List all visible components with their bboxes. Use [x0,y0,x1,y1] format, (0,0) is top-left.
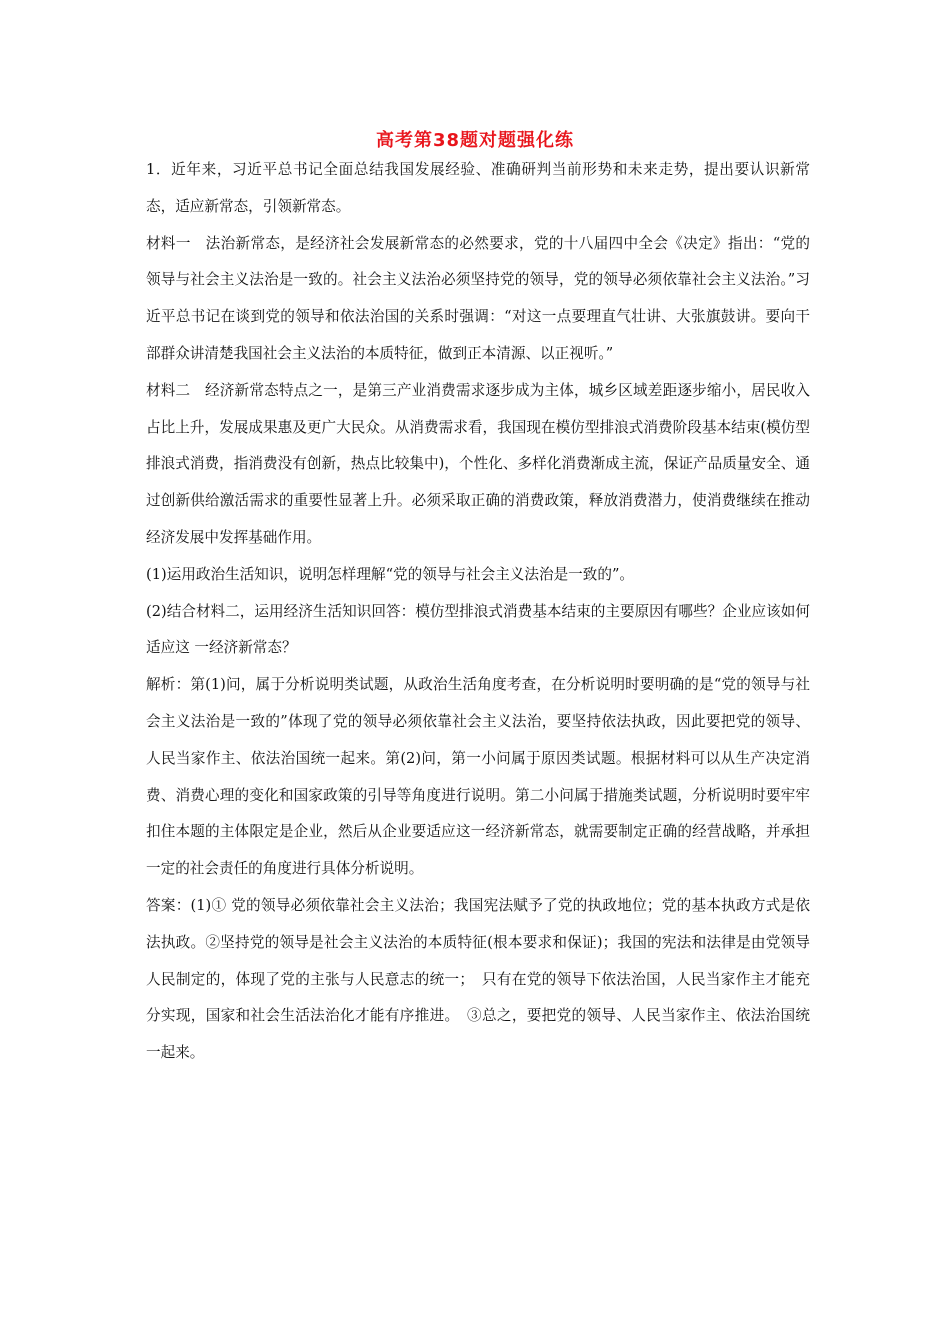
answer: 答案：(1)① 党的领导必须依靠社会主义法治；我国宪法赋予了党的执政地位；党的基本执政方式是依法执政。②坚持党的领导是社会主义法治的本质特征(根本要求和保证)；我国的宪法和法律是由党领导人民制定的，体现了党的主张与人民意志的统一； 只有在党的领导下依法治国，人民当家作主才能充分实现，国家和社会生活法治化才能有序推进。 ③总之，要把党的领导、人民当家作主、依法治国统一起来。 [146,896,810,1062]
document-body [146,152,810,1072]
question-intro: 1．近年来，习近平总书记全面总结我国发展经验、准确研判当前形势和未来走势，提出要认识新常态，适应新常态，引领新常态。 [146,161,810,215]
material-one: 材料一 法治新常态，是经济社会发展新常态的必然要求，党的十八届四中全会《决定》指出：“党的领导与社会主义法治是一致的。社会主义法治必须坚持党的领导，党的领导必须依靠社会主义法治。”习近平总书记在谈到党的领导和依法治国的关系时强调：“对这一点要理直气壮讲、大张旗鼓讲。要向干部群众讲清楚我国社会主义法治的本质特征，做到正本清源、以正视听。” [146,234,810,362]
analysis: 解析：第(1)问，属于分析说明类试题，从政治生活角度考查，在分析说明时要明确的是“党的领导与社会主义法治是一致的”体现了党的领导必须依靠社会主义法治，要坚持依法执政，因此要把党的领导、人民当家作主、依法治国统一起来。第(2)问，第一小问属于原因类试题。根据材料可以从生产决定消费、消费心理的变化和国家政策的引导等角度进行说明。第二小问属于措施类试题，分析说明时要牢牢扣住本题的主体限定是企业，然后从企业要适应这一经济新常态，就需要制定正确的经营战略，并承担一定的社会责任的角度进行具体分析说明。 [146,676,810,878]
sub-question-1: (1)运用政治生活知识，说明怎样理解“党的领导与社会主义法治是一致的”。 [146,565,635,583]
document-title: 高考第38题对题强化练 [375,130,575,151]
material-two: 材料二 经济新常态特点之一，是第三产业消费需求逐步成为主体，城乡区域差距逐步缩小，居民收入占比上升，发展成果惠及更广大民众。从消费需求看，我国现在模仿型排浪式消费阶段基本结束(模仿型排浪式消费，指消费没有创新，热点比较集中)，个性化、多样化消费渐成主流，保证产品质量安全、通过创新供给激活需求的重要性显著上升。必须采取正确的消费政策，释放消费潜力，使消费继续在推动经济发展中发挥基础作用。 [146,381,810,546]
sub-question-2: (2)结合材料二，运用经济生活知识回答：模仿型排浪式消费基本结束的主要原因有哪些？企业应该如何适应这 一经济新常态？ [146,602,810,657]
